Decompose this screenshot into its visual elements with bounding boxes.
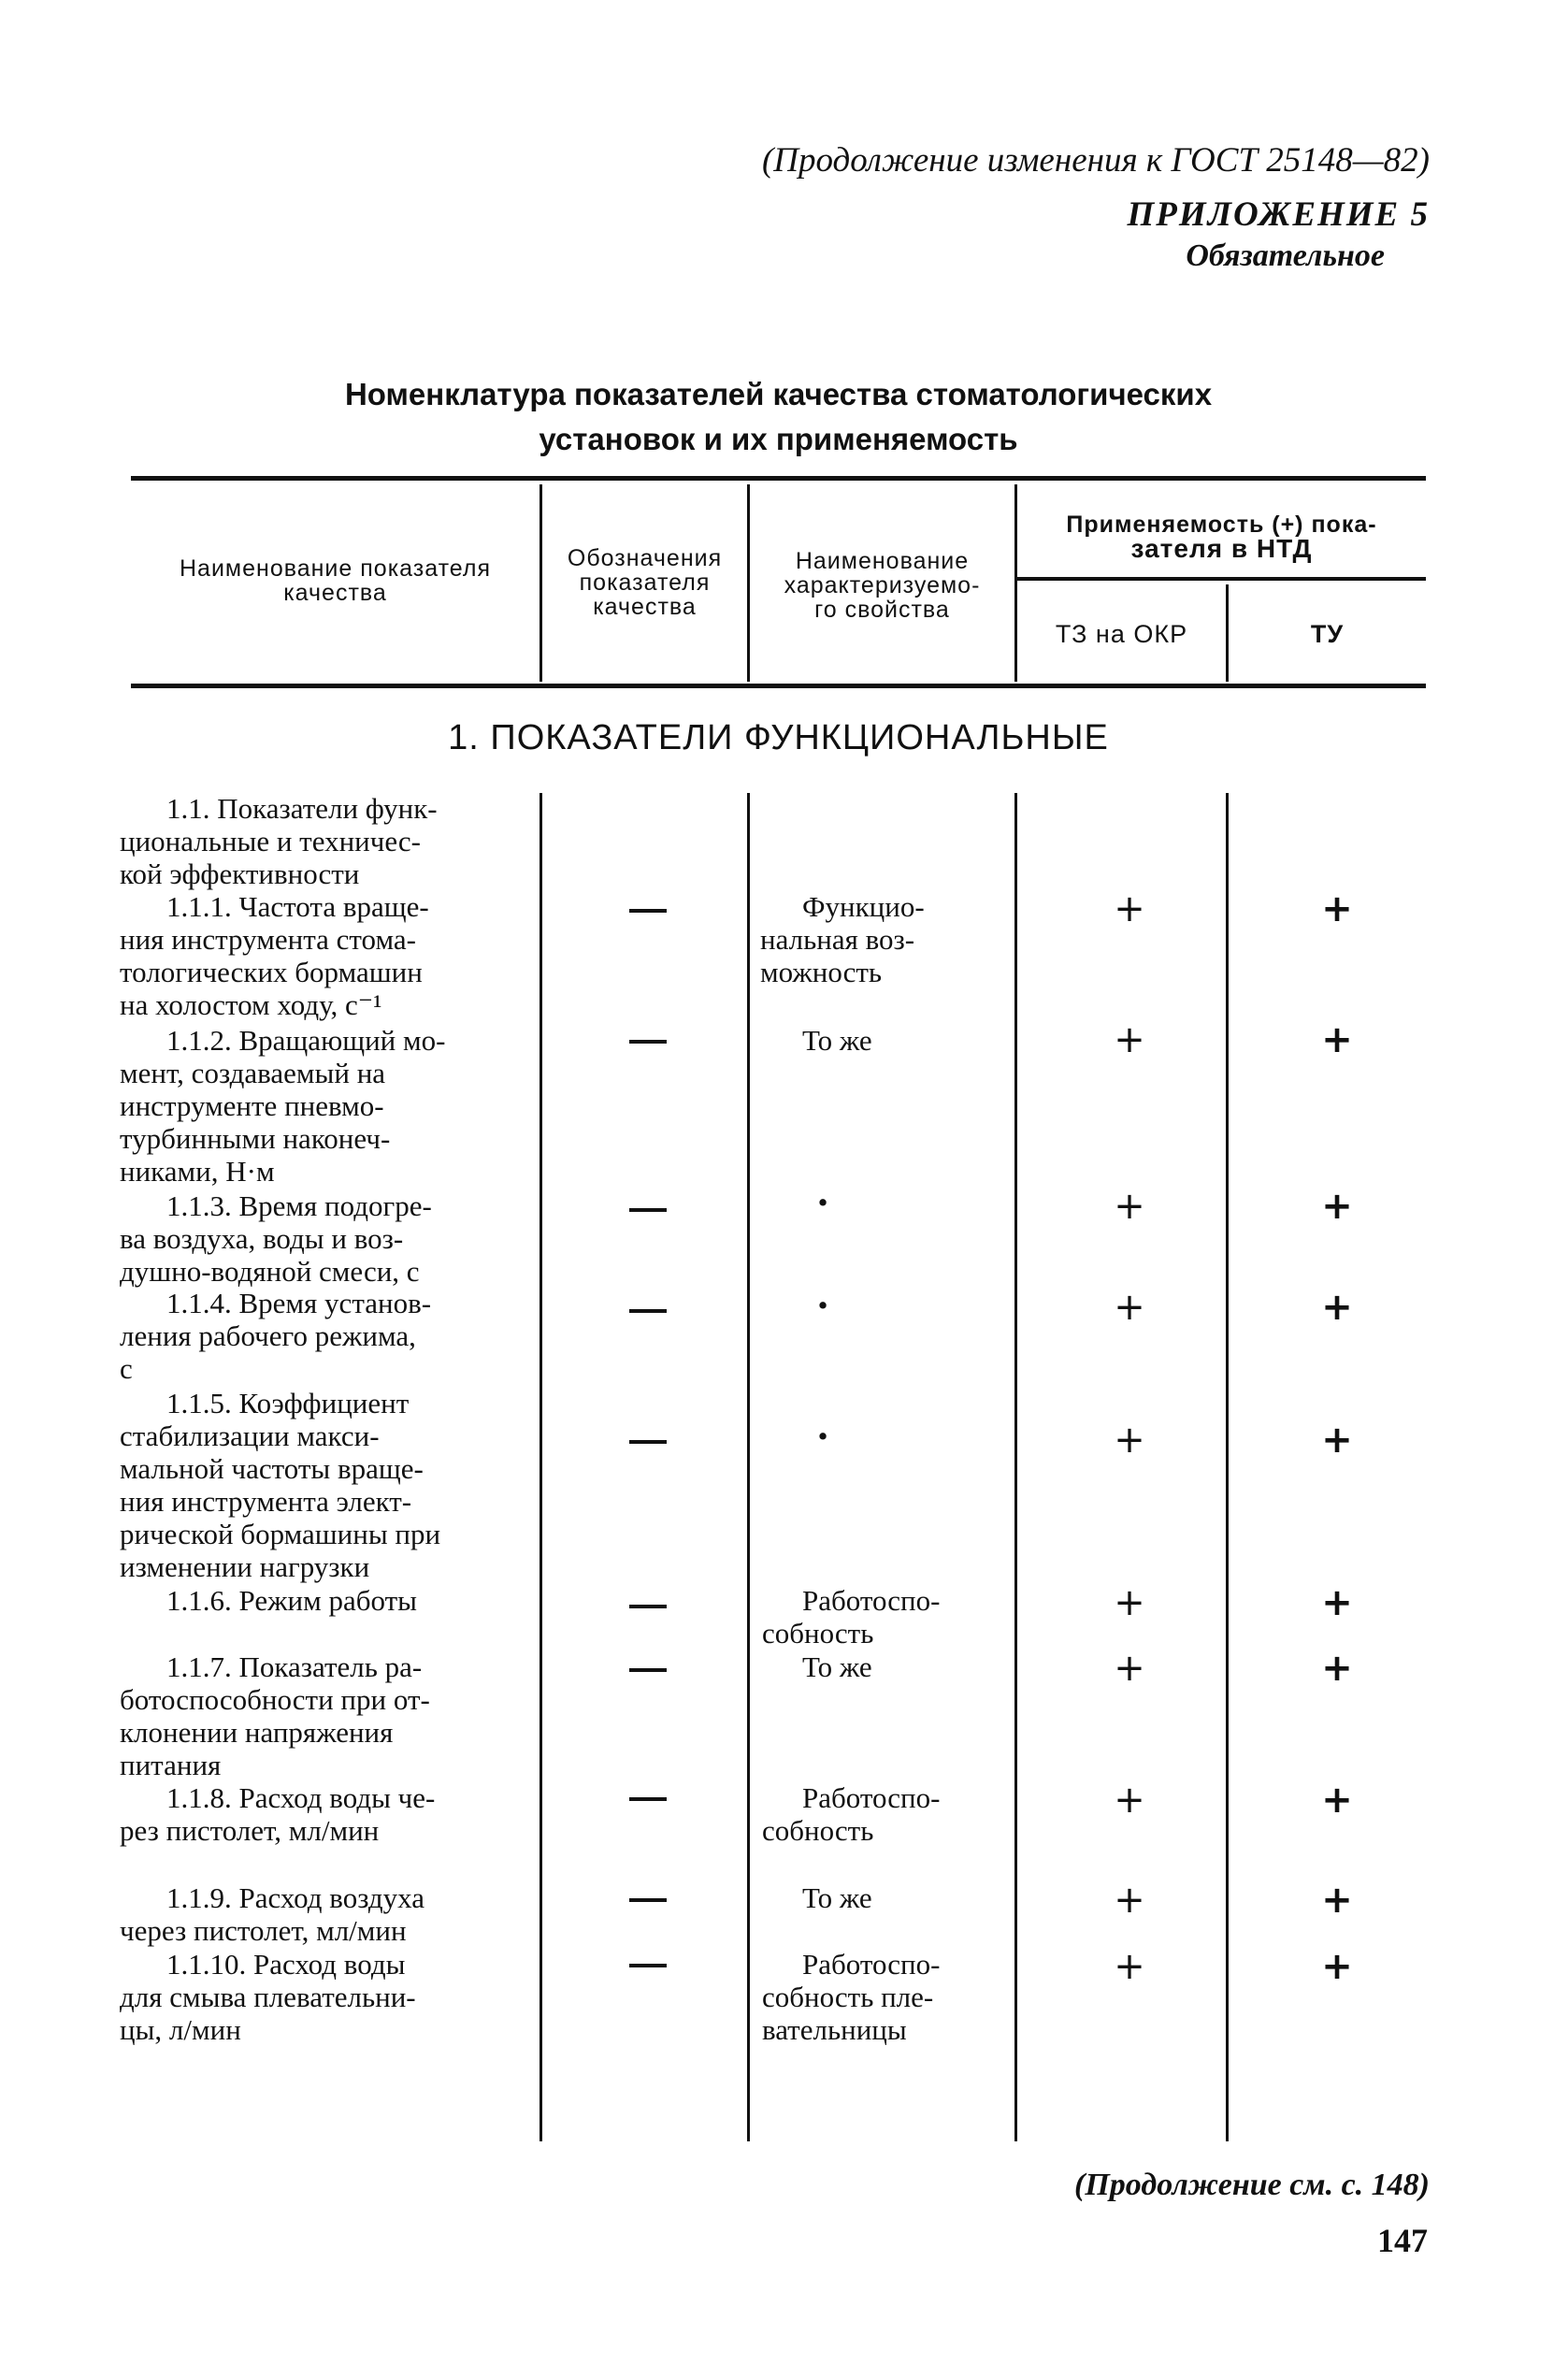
page-number: 147 [1377,2222,1428,2259]
col-header-tu: ТУ [1310,620,1345,648]
table-title-line: Номенклатура показателей качества стоматологических [344,377,1213,411]
applicability-tu: + [1321,1581,1353,1624]
property-cell: • [817,1289,828,1321]
table-title-line: установок и их применяемость [539,422,1018,456]
appendix-title: ПРИЛОЖЕНИЕ 5 [1127,195,1430,234]
property-cell: Работоспо- собность [762,1781,941,1847]
designation-dash [629,1208,667,1212]
body-divider [1014,793,1017,2141]
applicability-tz: + [1114,1286,1145,1329]
col-header-tz: ТЗ на ОКР [1055,620,1188,648]
continuation-footer: (Продолжение см. с. 148) [1074,2168,1430,2202]
applicability-tz: + [1114,887,1145,930]
designation-dash [629,1440,667,1444]
applicability-tu: + [1321,1018,1353,1061]
table-row: 1.1.9. Расход воздуха через пистолет, мл/мин [120,1881,425,1947]
designation-dash [629,909,667,913]
designation-dash [629,1605,667,1608]
designation-dash [629,1040,667,1044]
continuation-header: (Продолжение изменения к ГОСТ 25148—82) [761,141,1430,180]
appendix-status: Обязательное [1186,238,1385,273]
table-top-rule [131,476,1426,481]
applicability-tu: + [1321,1419,1353,1462]
col-header-applicability: Применяемость (+) пока- зателя в НТД [1066,512,1377,563]
section-heading: 1. ПОКАЗАТЕЛИ ФУНКЦИОНАЛЬНЫЕ [448,718,1109,757]
designation-dash [629,1964,667,1967]
applicability-tu: + [1321,1945,1353,1988]
table-title [131,372,1426,462]
col-header-designation: Обозначения показателя качества [567,545,723,620]
table-row: 1.1.1. Частота враще- ния инструмента стома- тологических бормашин на холостом ходу, с⁻¹ [120,890,429,1021]
applicability-tz: + [1114,1018,1145,1061]
applicability-rule [1014,577,1426,581]
applicability-tu: + [1321,1647,1353,1690]
table-row: 1.1.2. Вращающий мо- мент, создаваемый на инструменте пневмо- турбинными наконеч- никами, Н·м [120,1024,446,1188]
applicability-tu: + [1321,1879,1353,1922]
property-cell: Работоспо- собность пле- вательницы [762,1948,941,2046]
designation-dash [629,1797,667,1801]
table-row: 1.1.4. Время установ- ления рабочего режима, с [120,1287,432,1385]
applicability-tz: + [1114,1185,1145,1228]
designation-dash [629,1898,667,1902]
body-divider [539,793,542,2141]
property-cell: То же [802,1024,872,1057]
applicability-tz: + [1114,1879,1145,1922]
applicability-tu: + [1321,1779,1353,1822]
applicability-tz: + [1114,1647,1145,1690]
applicability-tz: + [1114,1779,1145,1822]
property-cell: • [817,1419,828,1452]
applicability-tz: + [1114,1945,1145,1988]
table-row: 1.1.5. Коэффициент стабилизации макси- мальной частоты враще- ния инструмента элект- рической бормашины при изменении нагрузки [120,1387,441,1583]
col-header-property: Наименование характеризуемо- го свойства [784,548,981,623]
table-row: 1.1. Показатели функ- циональные и техничес- кой эффективности [120,792,438,890]
applicability-tu: + [1321,887,1353,930]
body-divider [747,793,750,2141]
property-cell: Функцио- нальная воз- можность [760,890,925,988]
designation-dash [629,1309,667,1313]
property-cell: То же [802,1881,872,1914]
table-row: 1.1.6. Режим работы [166,1584,417,1617]
table-row: 1.1.10. Расход воды для смыва плевательни- цы, л/мин [120,1948,416,2046]
applicability-tz: + [1114,1419,1145,1462]
applicability-tz: + [1114,1581,1145,1624]
applicability-tu: + [1321,1185,1353,1228]
table-row: 1.1.8. Расход воды че- рез пистолет, мл/мин [120,1781,436,1847]
property-cell: То же [802,1650,872,1683]
col-header-name: Наименование показателя качества [180,555,491,606]
property-cell: Работоспо- собность [762,1584,941,1650]
applicability-tu: + [1321,1286,1353,1329]
property-cell: • [817,1186,828,1218]
designation-dash [629,1668,667,1672]
body-divider [1226,793,1229,2141]
header-bottom-rule [131,684,1426,688]
table-row: 1.1.3. Время подогре- ва воздуха, воды и воз- душно-водяной смеси, с [120,1189,432,1288]
table-row: 1.1.7. Показатель ра- ботоспособности при от- клонении напряжения питания [120,1650,430,1781]
